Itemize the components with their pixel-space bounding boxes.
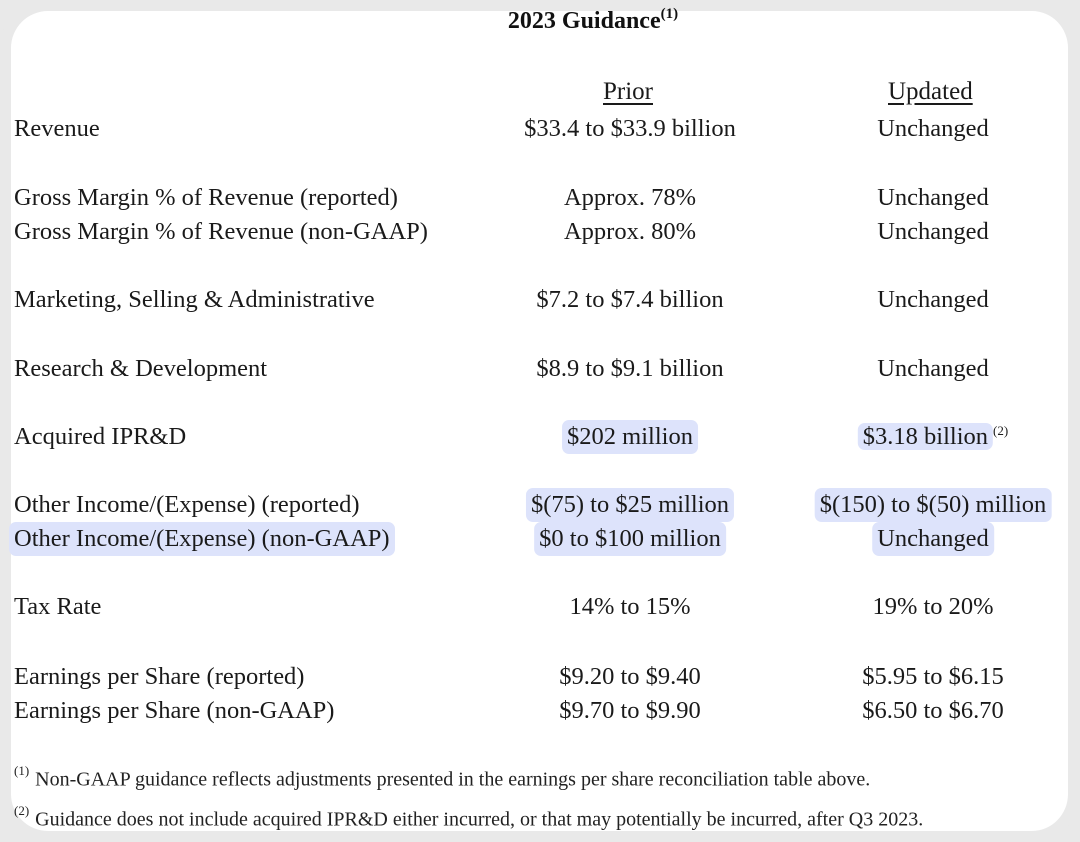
row-label: Other Income/(Expense) (reported) [14, 491, 360, 518]
prior-value: $202 million [562, 420, 698, 454]
row-label: Earnings per Share (reported) [14, 663, 305, 690]
row-label: Gross Margin % of Revenue (reported) [14, 184, 398, 211]
prior-value: $7.2 to $7.4 billion [536, 286, 724, 313]
prior-value: $9.70 to $9.90 [559, 697, 701, 724]
footnote-2 [14, 803, 924, 832]
updated-value: Unchanged [877, 286, 989, 313]
prior-value: $33.4 to $33.9 billion [524, 115, 736, 142]
column-header-updated: Updated [888, 78, 973, 105]
table-row [0, 181, 1080, 215]
table-row [0, 590, 1080, 624]
table-row [0, 215, 1080, 249]
updated-value: $5.95 to $6.15 [862, 663, 1004, 690]
table-row [0, 352, 1080, 386]
row-label: Other Income/(Expense) (non-GAAP) [9, 522, 395, 556]
updated-value: $(150) to $(50) million [815, 488, 1052, 522]
footnote-mark: (1) [14, 763, 30, 778]
footnote-mark: (2) [14, 803, 30, 818]
updated-value: Unchanged [877, 115, 989, 142]
column-header-prior: Prior [603, 78, 653, 105]
table-row [0, 694, 1080, 728]
updated-value: 19% to 20% [872, 593, 994, 620]
table-row [0, 660, 1080, 694]
updated-value: $6.50 to $6.70 [862, 697, 1004, 724]
prior-value: $9.20 to $9.40 [559, 663, 701, 690]
row-label: Marketing, Selling & Administrative [14, 286, 375, 313]
prior-value: $0 to $100 million [534, 522, 726, 556]
footnote-text: Guidance does not include acquired IPR&D either incurred, or that may potentially be incurred, after Q3 2023. [35, 808, 924, 831]
table-row [0, 283, 1080, 317]
title-footnote-mark: (1) [660, 6, 679, 22]
updated-value: Unchanged [877, 355, 989, 382]
footnote-1 [14, 763, 871, 792]
row-label: Acquired IPR&D [14, 423, 187, 450]
footnote-text: Non-GAAP guidance reflects adjustments presented in the earnings per share reconciliation table above. [35, 768, 871, 791]
row-label: Tax Rate [14, 593, 102, 620]
prior-value: $8.9 to $9.1 billion [536, 355, 724, 382]
row-label: Research & Development [14, 355, 268, 382]
table-row [0, 420, 1080, 454]
updated-value: Unchanged [877, 218, 989, 245]
updated-footnote-mark: (2) [993, 422, 1009, 438]
row-label: Earnings per Share (non-GAAP) [14, 697, 335, 724]
row-label: Revenue [14, 115, 100, 142]
table-row [0, 522, 1080, 556]
prior-value: Approx. 78% [563, 184, 697, 211]
prior-value: 14% to 15% [569, 593, 691, 620]
title-text: 2023 Guidance [507, 8, 661, 34]
updated-value: Unchanged [872, 522, 994, 556]
row-label: Gross Margin % of Revenue (non-GAAP) [14, 218, 428, 245]
updated-value: Unchanged [877, 184, 989, 211]
updated-value-wrap [858, 420, 1008, 454]
page-title [0, 8, 1080, 35]
prior-value: Approx. 80% [563, 218, 697, 245]
table-row [0, 112, 1080, 146]
table-row [0, 488, 1080, 522]
updated-value: $3.18 billion [858, 423, 993, 450]
prior-value: $(75) to $25 million [526, 488, 734, 522]
